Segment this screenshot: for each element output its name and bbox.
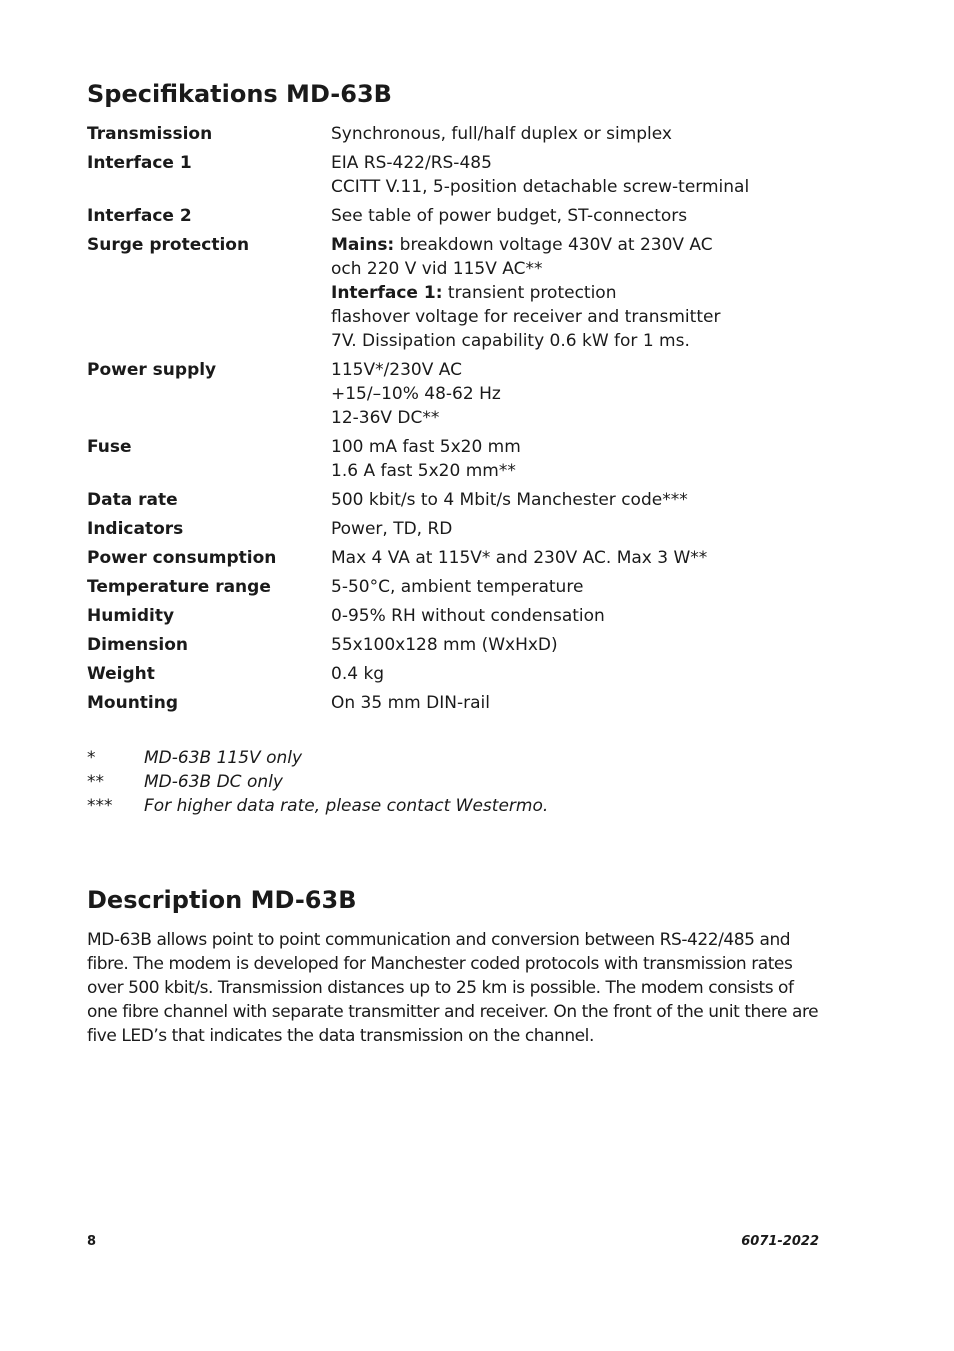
spec-value-lead: Mains: [331,235,395,255]
spec-row [87,151,822,199]
spec-label: Mounting [87,693,179,713]
spec-value-line [331,358,822,382]
spec-value-text: flashover voltage for receiver and transmitter [331,307,721,327]
spec-value-text: 100 mA fast 5x20 mm [331,437,521,457]
spec-row [87,233,822,353]
spec-value-text: CCITT V.11, 5-position detachable screw-terminal [331,177,750,197]
spec-row [87,435,822,483]
spec-row [87,488,822,512]
spec-value-text: 12-36V DC** [331,408,440,428]
spec-value-text: 5-50°C, ambient temperature [331,577,584,597]
spec-value [331,517,822,541]
description-heading: Description MD-63B [87,886,357,914]
spec-value-line [331,281,822,305]
footnote-text: MD-63B 115V only [144,748,303,768]
spec-label: Power consumption [87,548,277,568]
spec-value-text: Power, TD, RD [331,519,453,539]
spec-row [87,358,822,430]
spec-value [331,488,822,512]
footnotes-list [87,746,822,818]
spec-value-line [331,305,822,329]
spec-row [87,662,822,686]
spec-row [87,691,822,715]
spec-value-text: Synchronous, full/half duplex or simplex [331,124,672,144]
spec-value-text: 0-95% RH without condensation [331,606,605,626]
spec-value-line [331,204,822,228]
spec-label: Transmission [87,124,213,144]
specifications-heading: Specifikations MD-63B [87,80,392,108]
spec-label: Fuse [87,437,132,457]
spec-value-text: 115V*/230V AC [331,360,462,380]
document-page [87,0,822,1351]
spec-value-text: 7V. Dissipation capability 0.6 kW for 1 ms. [331,331,690,351]
spec-value-line [331,546,822,570]
spec-value [331,358,822,430]
spec-row [87,122,822,146]
spec-label: Interface 2 [87,206,192,226]
spec-value [331,575,822,599]
spec-value-line [331,604,822,628]
spec-label: Power supply [87,360,217,380]
spec-value-line [331,233,822,257]
document-number: 6071-2022 [741,1234,819,1249]
spec-value-line [331,575,822,599]
footnote-mark: ** [87,772,104,792]
spec-row [87,604,822,628]
spec-value-line [331,435,822,459]
spec-value-text: 500 kbit/s to 4 Mbit/s Manchester code*** [331,490,688,510]
spec-value [331,151,822,199]
spec-value-line [331,175,822,199]
spec-row [87,517,822,541]
spec-value-line [331,517,822,541]
spec-value-text: breakdown voltage 430V at 230V AC [394,235,713,255]
spec-label: Humidity [87,606,175,626]
footnote [87,746,822,770]
spec-value-line [331,662,822,686]
spec-row [87,575,822,599]
spec-value-line [331,257,822,281]
spec-value [331,546,822,570]
spec-value-text: 1.6 A fast 5x20 mm** [331,461,516,481]
spec-value [331,122,822,146]
spec-label: Indicators [87,519,184,539]
footnote-mark: * [87,748,96,768]
spec-value-line [331,151,822,175]
spec-value [331,204,822,228]
spec-row [87,204,822,228]
spec-value [331,633,822,657]
spec-value-line [331,691,822,715]
spec-value-line [331,459,822,483]
description-paragraph: MD-63B allows point to point communication and conversion between RS-422/485 and fibre. The modem is developed for Manchester coded protocols with transmission rates over 500 kbit/s. Transmission distances up to 25 km is possible. The modem consists of one fibre channel with separate transmitter and receiver. On the front of the unit there are five LED’s that indicates the data transmission on the channel. [87,930,819,1046]
spec-value-line [331,329,822,353]
spec-value [331,691,822,715]
page-number: 8 [87,1234,97,1249]
spec-label: Dimension [87,635,189,655]
spec-value-text: EIA RS-422/RS-485 [331,153,492,173]
spec-value [331,233,822,353]
spec-label: Interface 1 [87,153,192,173]
spec-row [87,633,822,657]
spec-value-text: Max 4 VA at 115V* and 230V AC. Max 3 W** [331,548,708,568]
specifications-table [87,122,822,720]
spec-value-text: See table of power budget, ST-connectors [331,206,688,226]
spec-value-line [331,382,822,406]
spec-value-text: 0.4 kg [331,664,385,684]
spec-value-line [331,122,822,146]
spec-label: Weight [87,664,155,684]
spec-value-text: On 35 mm DIN-rail [331,693,490,713]
spec-value-line [331,406,822,430]
spec-value-text: och 220 V vid 115V AC** [331,259,543,279]
footnote [87,770,822,794]
footnote-text: MD-63B DC only [144,772,283,792]
spec-value-text: transient protection [442,283,617,303]
spec-label: Temperature range [87,577,271,597]
spec-value-text: +15/–10% 48-62 Hz [331,384,501,404]
spec-value-text: 55x100x128 mm (WxHxD) [331,635,558,655]
spec-value-line [331,488,822,512]
footnote-mark: *** [87,796,113,816]
spec-label: Data rate [87,490,178,510]
footnote-text: For higher data rate, please contact Westermo. [144,796,549,816]
spec-value [331,662,822,686]
spec-row [87,546,822,570]
spec-value-line [331,633,822,657]
spec-value [331,604,822,628]
spec-value [331,435,822,483]
spec-value-lead: Interface 1: [331,283,443,303]
spec-label: Surge protection [87,235,250,255]
footnote [87,794,822,818]
